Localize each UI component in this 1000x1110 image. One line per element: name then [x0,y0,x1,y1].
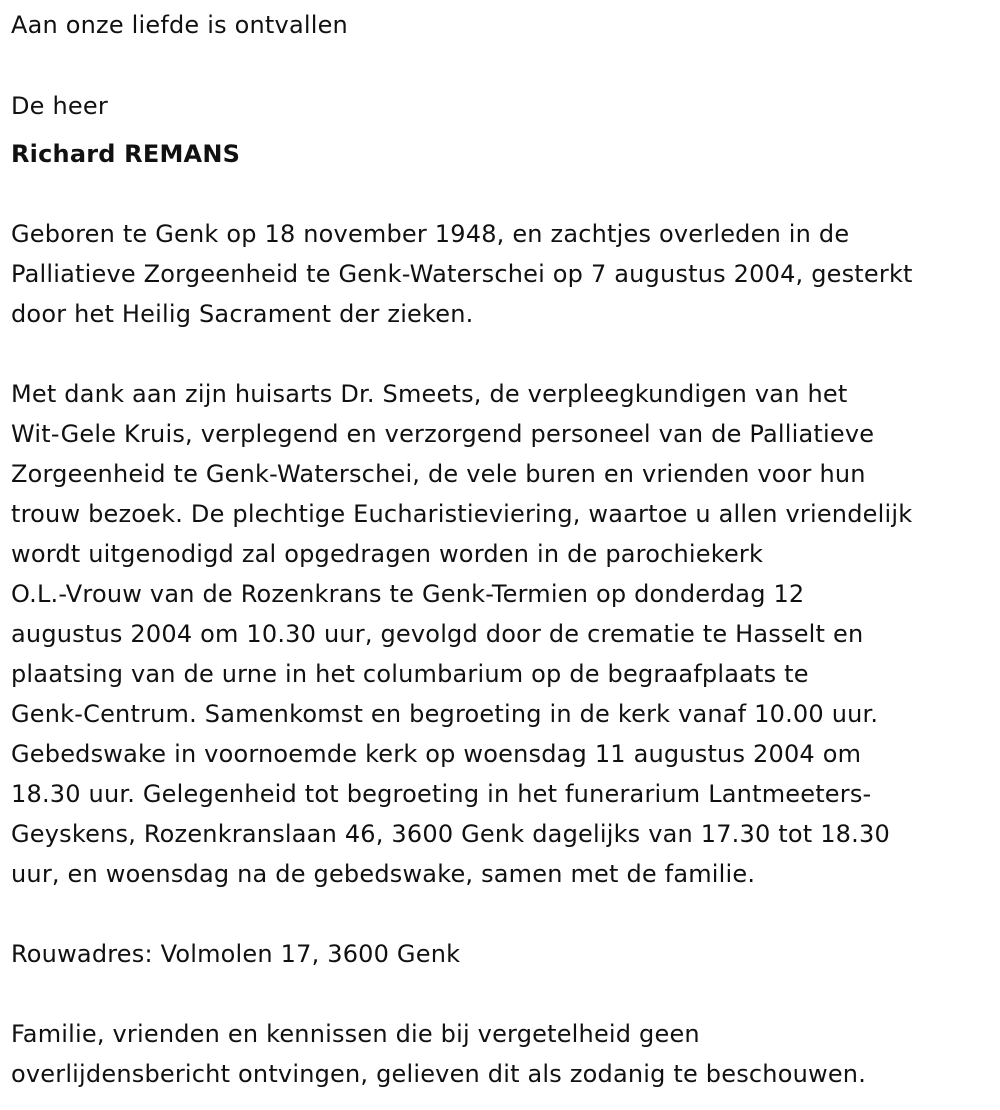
thanks-line: uur, en woensdag na de gebedswake, samen met de familie. [11,860,756,888]
closing-line: Familie, vrienden en kennissen die bij vergetelheid geen [11,1020,700,1048]
thanks-line: Zorgeenheid te Genk-Waterschei, de vele buren en vrienden voor hun [11,460,866,488]
thanks-line: O.L.-Vrouw van de Rozenkrans te Genk-Termien op donderdag 12 [11,580,805,608]
birth-line: Palliatieve Zorgeenheid te Genk-Waterschei op 7 augustus 2004, gesterkt [11,260,913,288]
thanks-line: Gebedswake in voornoemde kerk op woensdag 11 augustus 2004 om [11,740,862,768]
thanks-line: Genk-Centrum. Samenkomst en begroeting in de kerk vanaf 10.00 uur. [11,700,879,728]
intro-text: Aan onze liefde is ontvallen [11,11,348,39]
thanks-line: Met dank aan zijn huisarts Dr. Smeets, de verpleegkundigen van het [11,380,848,408]
thanks-line: wordt uitgenodigd zal opgedragen worden in de parochiekerk [11,540,764,568]
salutation: De heer [11,92,108,120]
birth-line: door het Heilig Sacrament der zieken. [11,300,474,328]
thanks-line: 18.30 uur. Gelegenheid tot begroeting in het funerarium Lantmeeters- [11,780,872,808]
closing-line: overlijdensbericht ontvingen, gelieven dit als zodanig te beschouwen. [11,1060,867,1088]
birth-line: Geboren te Genk op 18 november 1948, en zachtjes overleden in de [11,220,850,248]
mourning-address: Rouwadres: Volmolen 17, 3600 Genk [11,940,461,968]
thanks-line: plaatsing van de urne in het columbarium op de begraafplaats te [11,660,809,688]
thanks-line: Geyskens, Rozenkranslaan 46, 3600 Genk dagelijks van 17.30 tot 18.30 [11,820,890,848]
thanks-line: trouw bezoek. De plechtige Eucharistieviering, waartoe u allen vriendelijk [11,500,913,528]
deceased-name: Richard REMANS [11,140,241,168]
thanks-line: augustus 2004 om 10.30 uur, gevolgd door de crematie te Hasselt en [11,620,864,648]
thanks-line: Wit-Gele Kruis, verplegend en verzorgend personeel van de Palliatieve [11,420,875,448]
